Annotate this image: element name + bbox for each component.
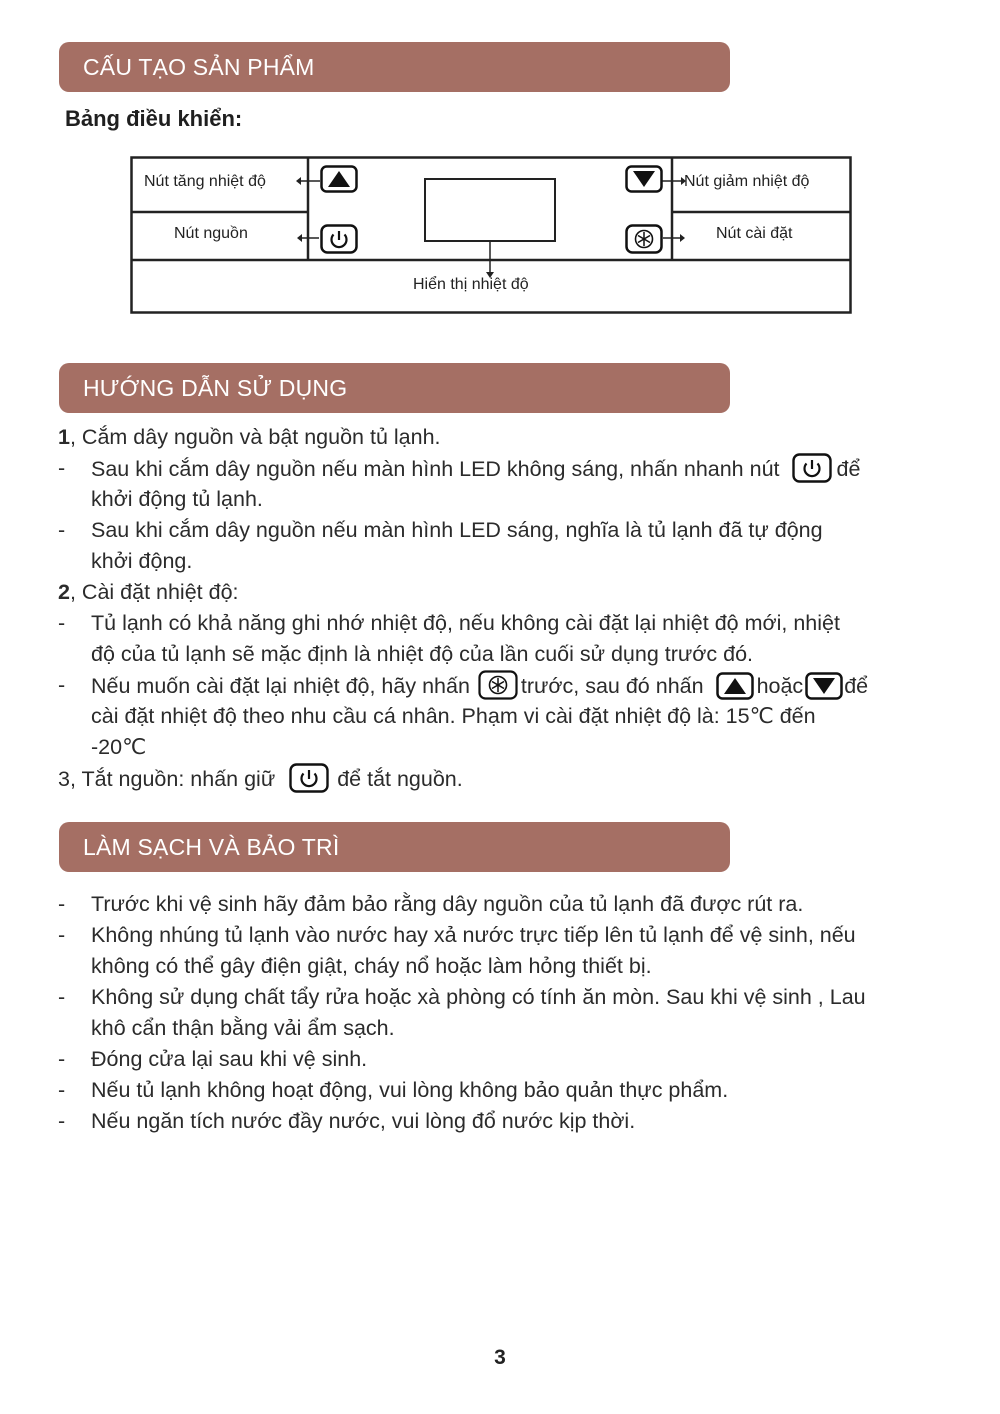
list-item	[58, 889, 948, 920]
section-banner-cleaning	[59, 822, 730, 872]
bullet-dash: -	[58, 892, 66, 916]
list-item	[58, 1075, 948, 1106]
step-number: 1	[58, 425, 70, 449]
list-item	[58, 1044, 948, 1075]
step-2	[58, 577, 948, 608]
step-text: 3, Tắt nguồn: nhấn giữ	[58, 767, 276, 791]
list-item	[58, 608, 948, 639]
list-item-continued	[58, 546, 948, 577]
power-label: Nút nguồn	[174, 225, 248, 242]
item-text: Nếu tủ lạnh không hoạt động, vui lòng không bảo quản thực phẩm.	[91, 1078, 729, 1102]
item-text: để	[836, 457, 861, 481]
step-text: , Cài đặt nhiệt độ:	[69, 580, 239, 604]
item-text: khởi động tủ lạnh.	[91, 487, 263, 511]
item-text: Nếu muốn cài đặt lại nhiệt độ, hãy nhấn	[91, 674, 470, 698]
item-text: khô cẩn thận bằng vải ẩm sạch.	[91, 1016, 395, 1040]
list-item-continued	[58, 484, 948, 515]
item-text: hoặc	[756, 674, 804, 698]
list-item	[58, 982, 948, 1013]
list-item-continued	[58, 701, 948, 732]
step-1	[58, 422, 948, 453]
down-triangle-icon	[625, 165, 663, 193]
item-text: Sau khi cắm dây nguồn nếu màn hình LED sáng, nghĩa là tủ lạnh đã tự động	[91, 518, 823, 542]
section-title: HƯỚNG DẪN SỬ DỤNG	[83, 374, 348, 401]
item-text: độ của tủ lạnh sẽ mặc định là nhiệt độ của lần cuối sử dụng trước đó.	[91, 642, 754, 666]
list-item	[58, 1106, 948, 1137]
item-text: Đóng cửa lại sau khi vệ sinh.	[91, 1047, 368, 1071]
page-number: 3	[494, 1346, 506, 1369]
item-text: Tủ lạnh có khả năng ghi nhớ nhiệt độ, nếu không cài đặt lại nhiệt độ mới, nhiệt	[91, 611, 840, 635]
bullet-dash: -	[58, 1047, 66, 1071]
step-number: 2	[58, 580, 70, 604]
item-text: trước, sau đó nhấn	[520, 674, 704, 698]
settings-label: Nút cài đặt	[716, 225, 793, 242]
power-icon	[792, 453, 832, 483]
item-text: Không sử dụng chất tẩy rửa hoặc xà phòng có tính ăn mòn. Sau khi vệ sinh , Lau	[91, 985, 866, 1009]
usage-instructions	[58, 422, 948, 794]
snowflake-icon	[478, 670, 518, 700]
item-text: Nếu ngăn tích nước đầy nước, vui lòng đổ nước kịp thời.	[91, 1109, 636, 1133]
list-item	[58, 453, 948, 484]
temp-up-label: Nút tăng nhiệt độ	[144, 173, 266, 190]
down-triangle-icon	[805, 672, 843, 700]
step-3	[58, 763, 948, 794]
item-text: để	[844, 674, 869, 698]
bullet-dash: -	[58, 673, 66, 697]
list-item-continued	[58, 639, 948, 670]
list-item	[58, 670, 948, 701]
list-item	[58, 920, 948, 951]
bullet-dash: -	[58, 611, 66, 635]
section-banner-usage	[59, 363, 730, 413]
list-item-continued	[58, 951, 948, 982]
power-icon	[289, 763, 329, 793]
section-title: LÀM SẠCH VÀ BẢO TRÌ	[83, 833, 340, 860]
item-text: Sau khi cắm dây nguồn nếu màn hình LED không sáng, nhấn nhanh nút	[91, 457, 780, 481]
snowflake-icon	[625, 224, 663, 254]
item-text: khởi động.	[91, 549, 193, 573]
bullet-dash: -	[58, 923, 66, 947]
step-text: , Cắm dây nguồn và bật nguồn tủ lạnh.	[69, 425, 441, 449]
bullet-dash: -	[58, 518, 66, 542]
bullet-dash: -	[58, 456, 66, 480]
step-text: để tắt nguồn.	[337, 767, 463, 791]
list-item-continued	[58, 1013, 948, 1044]
section-banner-structure	[59, 42, 730, 92]
item-text: không có thể gây điện giật, cháy nổ hoặc làm hỏng thiết bị.	[91, 954, 652, 978]
power-icon	[320, 224, 358, 254]
item-text: cài đặt nhiệt độ theo nhu cầu cá nhân. Phạm vi cài đặt nhiệt độ là: 15℃ đến	[91, 704, 816, 728]
bullet-dash: -	[58, 985, 66, 1009]
item-text: -20℃	[91, 735, 147, 759]
up-triangle-icon	[716, 672, 754, 700]
list-item-continued	[58, 732, 948, 763]
section-title: CẤU TẠO SẢN PHẨM	[83, 53, 315, 80]
up-triangle-icon	[320, 165, 358, 193]
display-label: Hiển thị nhiệt độ	[413, 276, 529, 293]
bullet-dash: -	[58, 1109, 66, 1133]
cleaning-instructions	[58, 889, 948, 1137]
item-text: Trước khi vệ sinh hãy đảm bảo rằng dây nguồn của tủ lạnh đã được rút ra.	[91, 892, 804, 916]
temp-down-label: Nút giảm nhiệt độ	[684, 173, 810, 190]
panel-subtitle: Bảng điều khiển:	[65, 106, 243, 131]
control-panel-diagram	[130, 156, 852, 314]
item-text: Không nhúng tủ lạnh vào nước hay xả nước trực tiếp lên tủ lạnh để vệ sinh, nếu	[91, 923, 856, 947]
bullet-dash: -	[58, 1078, 66, 1102]
list-item	[58, 515, 948, 546]
